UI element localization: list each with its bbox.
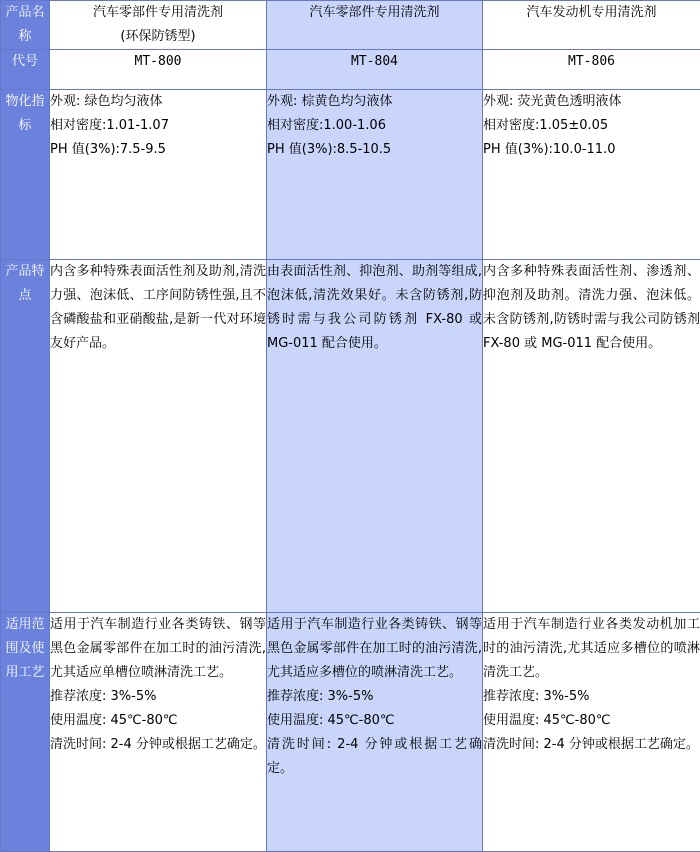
props-mt800 xyxy=(50,90,267,260)
props-line: 相对密度:1.05±0.05 xyxy=(483,114,700,138)
code-mt804: MT-804 xyxy=(267,50,483,90)
row-usage xyxy=(1,613,700,852)
code-mt800: MT-800 xyxy=(50,50,267,90)
row-code xyxy=(1,50,700,90)
usage-mt804: 适用于汽车制造行业各类铸铁、钢等黑色金属零部件在加工时的油污清洗,尤其适应多槽位的喷淋清洗工艺。 推荐浓度: 3%-5% 使用温度: 45℃-80℃ 清洗时间: 2-4 分钟或根据工艺确定。 xyxy=(267,613,483,852)
row-features xyxy=(1,260,700,613)
props-line: 相对密度:1.01-1.07 xyxy=(50,114,266,138)
row-product-name xyxy=(1,1,700,50)
features-mt806: 内含多种特殊表面活性剂、渗透剂、抑泡剂及助剂。清洗力强、泡沫低。未含防锈剂,防锈时需与我公司防锈剂 FX-80 或 MG-011 配合使用。 xyxy=(483,260,700,613)
product-name-mt806: 汽车发动机专用清洗剂 xyxy=(483,1,700,50)
props-line: 外观: 绿色均匀液体 xyxy=(50,90,266,114)
row-label-code: 代号 xyxy=(1,50,50,90)
row-label-usage: 适用范围及使用工艺 xyxy=(1,613,50,852)
features-mt800: 内含多种特殊表面活性剂及助剂,清洗力强、泡沫低、工序间防锈性强,且不含磷酸盐和亚硝酸盐,是新一代对环境友好产品。 xyxy=(50,260,267,613)
usage-mt800: 适用于汽车制造行业各类铸铁、钢等黑色金属零部件在加工时的油污清洗,尤其适应单槽位喷淋清洗工艺。 推荐浓度: 3%-5% 使用温度: 45℃-80℃ 清洗时间: 2-4 分钟或根据工艺确定。 xyxy=(50,613,267,852)
props-line: 相对密度:1.00-1.06 xyxy=(267,114,482,138)
product-name-mt804: 汽车零部件专用清洗剂 xyxy=(267,1,483,50)
row-label-features: 产品特点 xyxy=(1,260,50,613)
features-mt804: 由表面活性剂、抑泡剂、助剂等组成,泡沫低,清洗效果好。未含防锈剂,防锈时需与我公司防锈剂 FX-80 或 MG-011 配合使用。 xyxy=(267,260,483,613)
props-mt806 xyxy=(483,90,700,260)
product-name-mt800: 汽车零部件专用清洗剂 (环保防锈型) xyxy=(50,1,267,50)
props-line: PH 值(3%):10.0-11.0 xyxy=(483,138,700,162)
props-mt804 xyxy=(267,90,483,260)
props-line: 外观: 荧光黄色透明液体 xyxy=(483,90,700,114)
props-line: PH 值(3%):7.5-9.5 xyxy=(50,138,266,162)
props-line: PH 值(3%):8.5-10.5 xyxy=(267,138,482,162)
row-label-name: 产品名称 xyxy=(1,1,50,50)
row-label-properties: 物化指标 xyxy=(1,90,50,260)
props-line: 外观: 棕黄色均匀液体 xyxy=(267,90,482,114)
row-properties xyxy=(1,90,700,260)
usage-mt806: 适用于汽车制造行业各类发动机加工时的油污清洗,尤其适应多槽位的喷淋清洗工艺。 推荐浓度: 3%-5% 使用温度: 45℃-80℃ 清洗时间: 2-4 分钟或根据工艺确定。 xyxy=(483,613,700,852)
code-mt806: MT-806 xyxy=(483,50,700,90)
